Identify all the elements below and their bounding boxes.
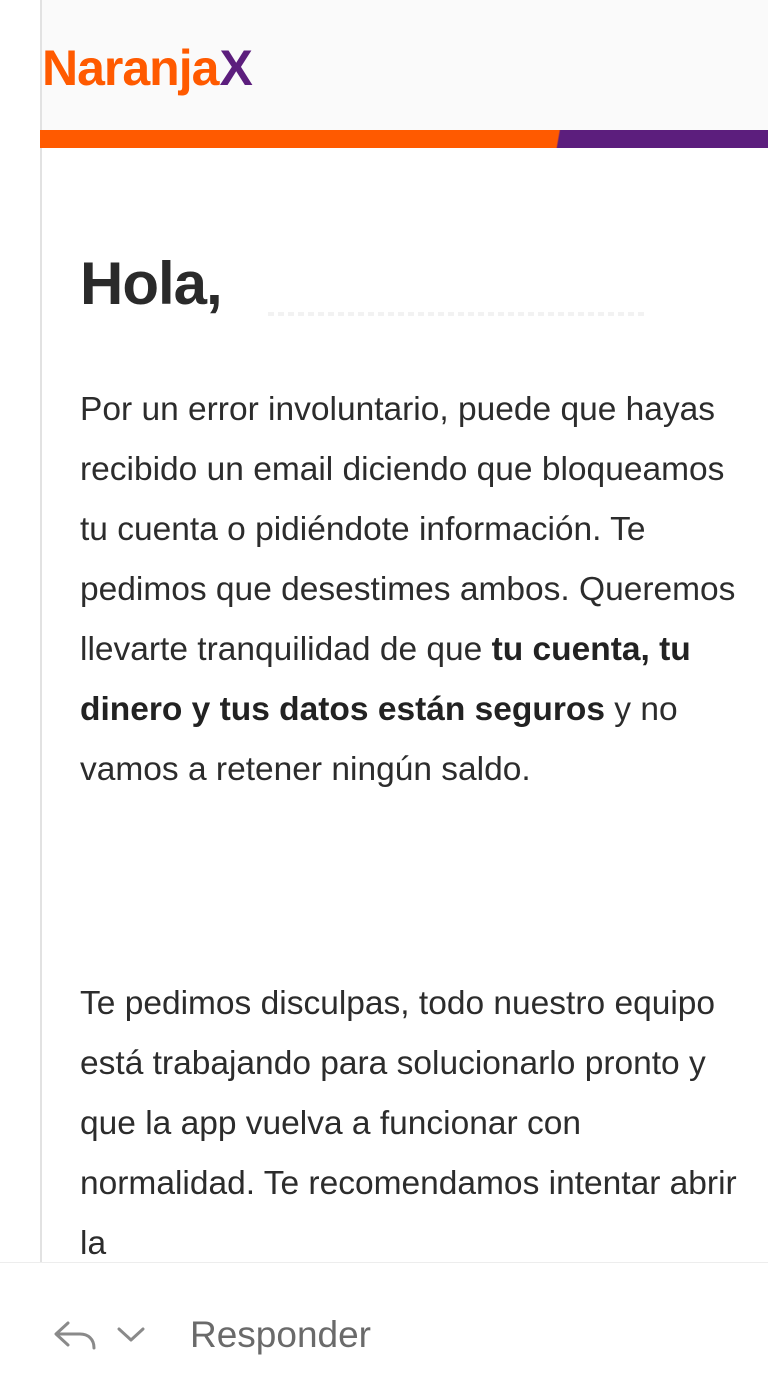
reply-arrow-icon[interactable] bbox=[50, 1315, 100, 1355]
reply-bar bbox=[0, 1262, 768, 1376]
paragraph-1-text-after: y no vamos a retener ningún saldo. bbox=[80, 691, 678, 788]
chevron-down-icon[interactable] bbox=[114, 1323, 148, 1347]
paragraph-1-text-before: Por un error involuntario, puede que hayas recibido un email diciendo que bloqueamos tu cuenta o pidiéndote información. Te pedimos que desestimes ambos. Queremos llevarte tranquilidad de que bbox=[80, 391, 736, 668]
brand-header bbox=[42, 0, 768, 130]
brand-color-bar bbox=[40, 130, 768, 148]
left-divider bbox=[40, 0, 42, 1262]
logo-x-mark: X bbox=[219, 40, 252, 96]
logo-text: Naranja bbox=[42, 40, 219, 96]
email-paragraph-1 bbox=[80, 380, 740, 800]
redacted-name bbox=[268, 312, 648, 316]
paragraph-1-bold-text: tu cuenta, tu dinero y tus datos están seguros bbox=[80, 631, 691, 728]
greeting-heading: Hola, bbox=[80, 250, 222, 317]
reply-button[interactable]: Responder bbox=[190, 1314, 372, 1355]
email-paragraph-2: Te pedimos disculpas, todo nuestro equipo está trabajando para solucionarlo pronto y que la app vuelva a funcionar con normalidad. Te recomendamos intentar abrir la bbox=[80, 985, 737, 1262]
naranja-x-logo bbox=[42, 38, 252, 98]
